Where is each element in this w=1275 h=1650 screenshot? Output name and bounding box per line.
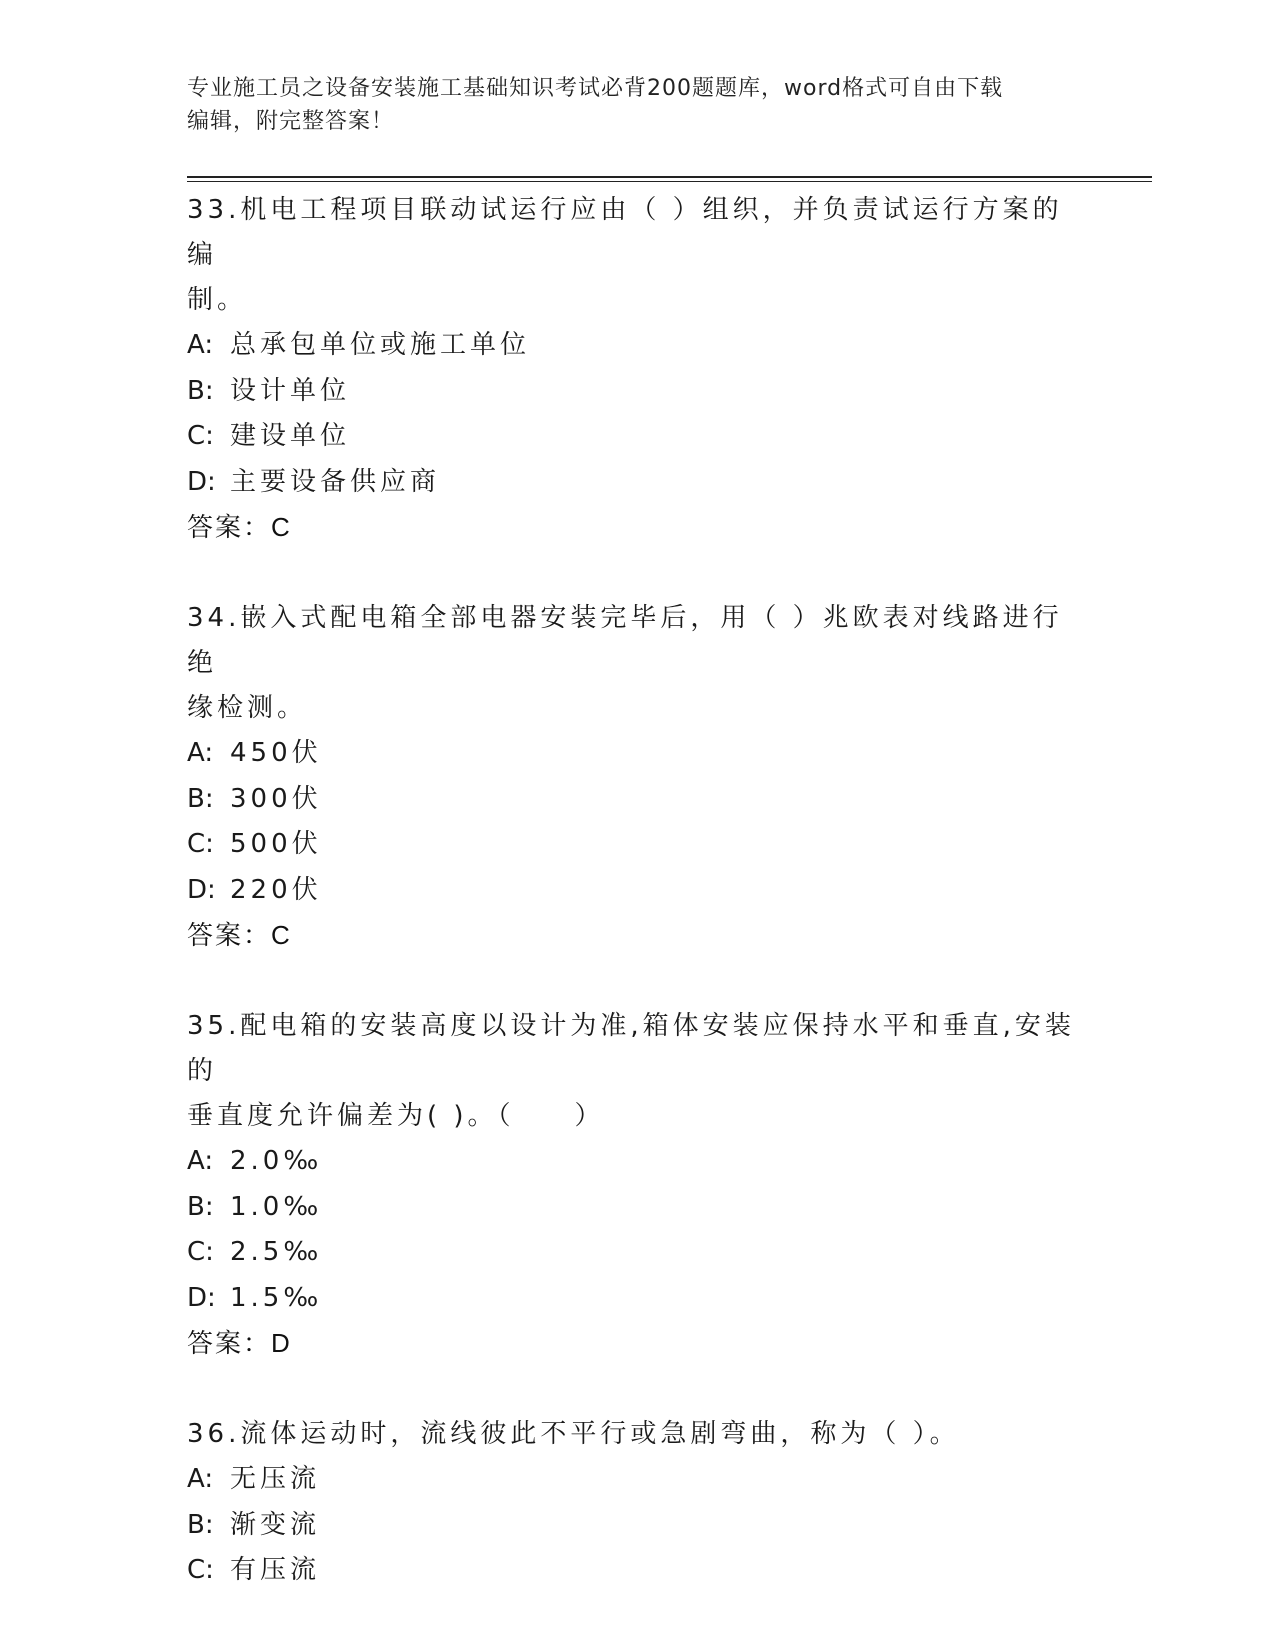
header-divider-thick: [187, 176, 1152, 178]
option-d: [187, 460, 1087, 506]
option-text: 有压流: [230, 1555, 321, 1585]
question-stem-line-2: 缘检测。: [187, 693, 308, 723]
option-key: B:: [187, 783, 214, 814]
option-d: [187, 1276, 1087, 1322]
option-a: [187, 731, 1087, 777]
option-text: 500伏: [230, 829, 322, 859]
question-stem: [187, 1004, 1087, 1139]
option-key: D:: [187, 1282, 216, 1313]
document-header: [187, 72, 1067, 138]
question-stem-line-1: 35.配电箱的安装高度以设计为准,箱体安装应保持水平和垂直,安装的: [187, 1011, 1075, 1086]
option-c: [187, 822, 1087, 868]
option-text: 450伏: [230, 738, 322, 768]
option-key: A:: [187, 738, 214, 768]
option-key: B:: [187, 1191, 214, 1222]
option-text: 渐变流: [230, 1509, 321, 1540]
question-stem: [187, 1412, 1087, 1457]
question-34: [187, 596, 1087, 958]
option-b: [187, 777, 1087, 823]
option-d: [187, 868, 1087, 914]
question-stem: [187, 596, 1087, 731]
question-stem-line-1: 36.流体运动时，流线彼此不平行或急剧弯曲，称为（ ）。: [187, 1419, 960, 1449]
option-text: 220伏: [230, 874, 322, 905]
question-list: [187, 188, 1087, 1640]
question-stem-line-2: 制。: [187, 285, 248, 315]
option-text: 300伏: [230, 783, 322, 814]
option-key: A:: [187, 1464, 214, 1494]
option-key: B:: [187, 375, 214, 406]
option-key: C:: [187, 829, 214, 859]
option-key: D:: [187, 874, 216, 905]
option-key: B:: [187, 1509, 214, 1540]
header-line-2: 编辑，附完整答案！: [187, 109, 395, 134]
option-a: [187, 323, 1087, 369]
option-text: 主要设备供应商: [230, 466, 441, 497]
option-c: [187, 1230, 1087, 1276]
answer-line: 答案：C: [187, 512, 292, 542]
option-text: 1.5‰: [230, 1282, 323, 1313]
option-c: [187, 1548, 1087, 1594]
question-36: [187, 1412, 1087, 1594]
question-stem: [187, 188, 1087, 323]
question-stem-line-2: 垂直度允许偏差为( )。（ ）: [187, 1101, 605, 1131]
option-key: C:: [187, 421, 214, 451]
option-text: 建设单位: [230, 421, 351, 451]
option-text: 设计单位: [230, 375, 351, 406]
option-key: D:: [187, 466, 216, 497]
option-b: [187, 1185, 1087, 1231]
option-key: C:: [187, 1237, 214, 1267]
question-stem-line-1: 33.机电工程项目联动试运行应由（ ）组织，并负责试运行方案的编: [187, 195, 1063, 270]
question-33: [187, 188, 1087, 550]
option-key: A:: [187, 330, 214, 360]
option-text: 无压流: [230, 1464, 321, 1494]
header-divider-thin: [187, 181, 1152, 182]
question-stem-line-1: 34.嵌入式配电箱全部电器安装完毕后，用（ ）兆欧表对线路进行绝: [187, 603, 1063, 678]
option-a: [187, 1457, 1087, 1503]
option-text: 2.0‰: [230, 1146, 323, 1176]
option-b: [187, 369, 1087, 415]
answer-line: 答案：D: [187, 1328, 292, 1358]
option-a: [187, 1139, 1087, 1185]
option-b: [187, 1503, 1087, 1549]
option-key: C:: [187, 1555, 214, 1585]
option-c: [187, 414, 1087, 460]
question-35: [187, 1004, 1087, 1366]
option-text: 总承包单位或施工单位: [230, 330, 531, 360]
option-key: A:: [187, 1146, 214, 1176]
option-text: 2.5‰: [230, 1237, 323, 1267]
option-text: 1.0‰: [230, 1191, 323, 1222]
header-line-1: 专业施工员之设备安装施工基础知识考试必背200题题库，word格式可自由下载: [187, 76, 1004, 101]
answer-line: 答案：C: [187, 920, 292, 950]
